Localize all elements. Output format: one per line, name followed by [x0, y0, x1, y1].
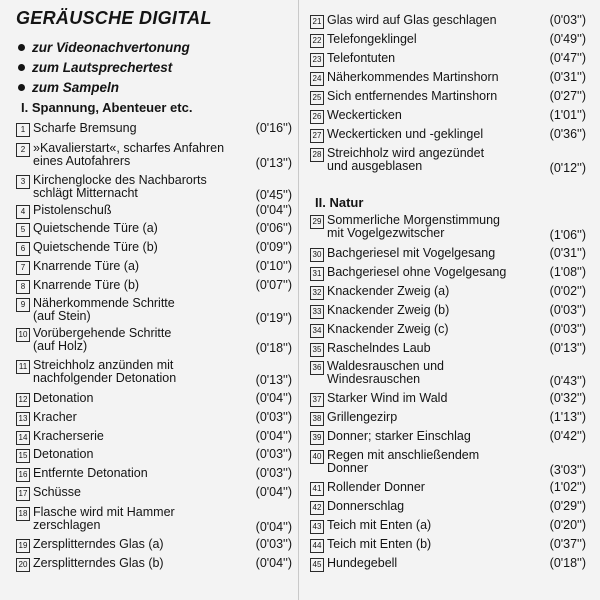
track-number: 19: [16, 539, 30, 553]
track-number: 1: [16, 123, 30, 137]
track-duration: (1'08''): [549, 265, 586, 279]
track-duration: (0'37''): [549, 537, 586, 551]
track-duration: (0'03''): [255, 410, 292, 424]
track-title: Quietschende Türe (a): [33, 221, 158, 235]
track-number: 44: [310, 539, 324, 553]
column-divider: [298, 0, 299, 600]
track-number: 27: [310, 129, 324, 143]
track-duration: (0'04''): [255, 203, 292, 217]
track-duration: (0'18''): [255, 341, 292, 355]
track-title: Telefongeklingel: [327, 32, 417, 46]
track-title: Sommerliche Morgenstimmung mit Vogelgezwitscher: [327, 213, 500, 240]
track-number: 6: [16, 242, 30, 256]
track-number: 36: [310, 361, 324, 375]
track-title: Vorübergehende Schritte (auf Holz): [33, 326, 172, 353]
section-heading-2: II. Natur: [315, 195, 364, 210]
track-title: Bachgeriesel mit Vogelgesang: [327, 246, 496, 260]
track-title: »Kavalierstart«, scharfes Anfahren eines Autofahrers: [33, 141, 225, 168]
track-title: Raschelndes Laub: [327, 341, 431, 355]
track-number: 25: [310, 91, 324, 105]
track-title: Knarrende Türe (a): [33, 259, 140, 273]
track-duration: (0'10''): [255, 259, 292, 273]
track-duration: (0'31''): [549, 70, 586, 84]
bullet-item: zum Lautsprechertest: [18, 60, 172, 75]
track-title: Schüsse: [33, 485, 81, 499]
track-title: Quietschende Türe (b): [33, 240, 158, 254]
track-title: Grillengezirp: [327, 410, 398, 424]
bullet-icon: [18, 44, 25, 51]
track-duration: (0'47''): [549, 51, 586, 65]
track-duration: (0'16''): [255, 121, 292, 135]
track-title: Detonation: [33, 391, 94, 405]
track-title: Glas wird auf Glas geschlagen: [327, 13, 497, 27]
track-duration: (0'42''): [549, 429, 586, 443]
track-title: Scharfe Bremsung: [33, 121, 137, 135]
track-duration: (0'03''): [549, 322, 586, 336]
track-duration: (3'03''): [549, 463, 586, 477]
track-title: Pistolenschuß: [33, 203, 112, 217]
track-number: 43: [310, 520, 324, 534]
track-title: Teich mit Enten (a): [327, 518, 432, 532]
track-duration: (0'02''): [549, 284, 586, 298]
bullet-icon: [18, 84, 25, 91]
track-duration: (0'03''): [549, 303, 586, 317]
track-title: Hundegebell: [327, 556, 398, 570]
track-number: 21: [310, 15, 324, 29]
track-number: 37: [310, 393, 324, 407]
track-duration: (1'02''): [549, 480, 586, 494]
track-duration: (0'36''): [549, 127, 586, 141]
track-duration: (0'06''): [255, 221, 292, 235]
track-duration: (0'27''): [549, 89, 586, 103]
track-number: 10: [16, 328, 30, 342]
track-duration: (0'20''): [549, 518, 586, 532]
track-number: 39: [310, 431, 324, 445]
track-number: 5: [16, 223, 30, 237]
track-duration: (0'03''): [255, 466, 292, 480]
track-duration: (0'31''): [549, 246, 586, 260]
track-number: 32: [310, 286, 324, 300]
track-number: 35: [310, 343, 324, 357]
track-title: Zersplitterndes Glas (b): [33, 556, 164, 570]
track-number: 18: [16, 507, 30, 521]
track-title: Streichholz anzünden mit nachfolgender Detonation: [33, 358, 177, 385]
track-number: 7: [16, 261, 30, 275]
track-number: 9: [16, 298, 30, 312]
track-number: 42: [310, 501, 324, 515]
track-duration: (0'18''): [549, 556, 586, 570]
track-number: 12: [16, 393, 30, 407]
track-title: Teich mit Enten (b): [327, 537, 432, 551]
track-number: 45: [310, 558, 324, 572]
track-title: Starker Wind im Wald: [327, 391, 448, 405]
track-title: Rollender Donner: [327, 480, 425, 494]
track-title: Telefontuten: [327, 51, 396, 65]
track-title: Sich entfernendes Martinshorn: [327, 89, 498, 103]
track-duration: (1'13''): [549, 410, 586, 424]
bullet-icon: [18, 64, 25, 71]
bullet-item: zum Sampeln: [18, 80, 119, 95]
track-title: Kracher: [33, 410, 77, 424]
track-number: 22: [310, 34, 324, 48]
track-title: Weckerticken: [327, 108, 402, 122]
track-title: Weckerticken und -geklingel: [327, 127, 484, 141]
track-number: 41: [310, 482, 324, 496]
track-duration: (0'45''): [255, 188, 292, 202]
track-number: 24: [310, 72, 324, 86]
track-title: Knackender Zweig (c): [327, 322, 449, 336]
track-title: Knackender Zweig (b): [327, 303, 450, 317]
track-title: Detonation: [33, 447, 94, 461]
track-title: Waldesrauschen und Windesrauschen: [327, 359, 444, 386]
track-title: Zersplitterndes Glas (a): [33, 537, 164, 551]
track-number: 23: [310, 53, 324, 67]
track-number: 28: [310, 148, 324, 162]
track-number: 40: [310, 450, 324, 464]
track-number: 16: [16, 468, 30, 482]
track-duration: (0'03''): [549, 13, 586, 27]
track-title: Donner; starker Einschlag: [327, 429, 471, 443]
track-number: 8: [16, 280, 30, 294]
track-duration: (0'32''): [549, 391, 586, 405]
track-duration: (0'12''): [549, 161, 586, 175]
track-number: 38: [310, 412, 324, 426]
track-number: 4: [16, 205, 30, 219]
section-heading-1: I. Spannung, Abenteuer etc.: [21, 100, 193, 115]
track-title: Näherkommende Schritte (auf Stein): [33, 296, 175, 323]
track-number: 17: [16, 487, 30, 501]
track-title: Donnerschlag: [327, 499, 405, 513]
track-duration: (0'04''): [255, 520, 292, 534]
track-duration: (0'03''): [255, 537, 292, 551]
track-title: Streichholz wird angezündet und ausgeblasen: [327, 146, 485, 173]
track-duration: (0'04''): [255, 485, 292, 499]
track-number: 34: [310, 324, 324, 338]
track-duration: (0'13''): [255, 156, 292, 170]
track-duration: (0'04''): [255, 391, 292, 405]
track-title: Näherkommendes Martinshorn: [327, 70, 499, 84]
track-duration: (0'09''): [255, 240, 292, 254]
bullet-item: zur Videonachvertonung: [18, 40, 190, 55]
track-title: Entfernte Detonation: [33, 466, 148, 480]
track-title: Regen mit anschließendem Donner: [327, 448, 480, 475]
track-duration: (0'13''): [549, 341, 586, 355]
track-duration: (0'29''): [549, 499, 586, 513]
track-number: 3: [16, 175, 30, 189]
track-number: 14: [16, 431, 30, 445]
track-duration: (0'19''): [255, 311, 292, 325]
track-number: 13: [16, 412, 30, 426]
track-title: Flasche wird mit Hammer zerschlagen: [33, 505, 175, 532]
track-title: Kracherserie: [33, 429, 104, 443]
track-title: Bachgeriesel ohne Vogelgesang: [327, 265, 507, 279]
track-number: 26: [310, 110, 324, 124]
track-duration: (0'04''): [255, 556, 292, 570]
track-duration: (0'03''): [255, 447, 292, 461]
page-title: GERÄUSCHE DIGITAL: [16, 8, 212, 28]
track-number: 31: [310, 267, 324, 281]
track-number: 33: [310, 305, 324, 319]
track-duration: (0'07''): [255, 278, 292, 292]
track-duration: (0'43''): [549, 374, 586, 388]
track-duration: (0'49''): [549, 32, 586, 46]
track-number: 11: [16, 360, 30, 374]
track-number: 20: [16, 558, 30, 572]
track-duration: (1'01''): [549, 108, 586, 122]
track-number: 29: [310, 215, 324, 229]
track-title: Knackender Zweig (a): [327, 284, 450, 298]
track-duration: (0'13''): [255, 373, 292, 387]
track-duration: (1'06''): [549, 228, 586, 242]
track-title: Kirchenglocke des Nachbarorts schlägt Mitternacht: [33, 173, 207, 200]
track-number: 15: [16, 449, 30, 463]
track-number: 2: [16, 143, 30, 157]
track-number: 30: [310, 248, 324, 262]
track-title: Knarrende Türe (b): [33, 278, 140, 292]
track-duration: (0'04''): [255, 429, 292, 443]
